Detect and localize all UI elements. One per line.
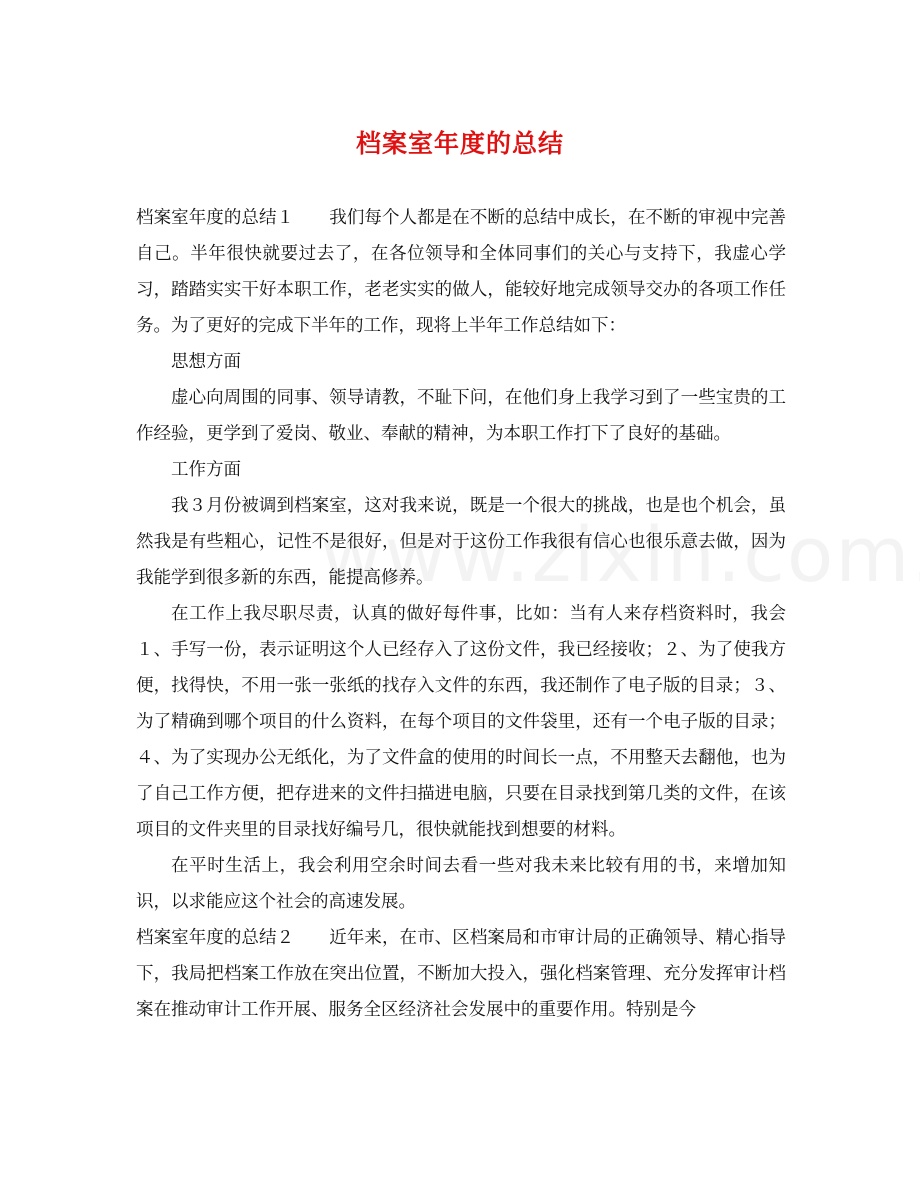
paragraph-work-transfer: 我３月份被调到档案室，这对我来说，既是一个很大的挑战，也是也个机会，虽然我是有些粗心，记性不是很好，但是对于这份工作我很有信心也很乐意去做，因为我能学到很多新的东西，能提高修养。 xyxy=(136,496,786,588)
paragraph-text: 近年来，在市、区档案局和市审计局的正确领导、精心指导下，我局把档案工作放在突出位置，不断加大投入，强化档案管理、充分发挥审计档案在推动审计工作开展、服务全区经济社会发展中的重要作用。特别是今 xyxy=(136,928,786,1020)
section-heading-summary-2: 档案室年度的总结２ xyxy=(136,928,330,948)
paragraph-daily-life: 在平时生活上，我会利用空余时间去看一些对我未来比较有用的书，来增加知识，以求能应这个社会的高速发展。 xyxy=(136,856,786,912)
paragraph-summary-1-intro xyxy=(136,200,786,344)
paragraph-thought: 虚心向周围的同事、领导请教，不耻下问，在他们身上我学习到了一些宝贵的工作经验，更学到了爱岗、敬业、奉献的精神，为本职工作打下了良好的基础。 xyxy=(136,388,786,444)
paragraph-work-duties: 在工作上我尽职尽责，认真的做好每件事，比如：当有人来存档资料时，我会１、手写一份，表示证明这个人已经存入了这份文件，我已经接收；２、为了使我方便，找得快，不用一张一张纸的找存入文件的东西，我还制作了电子版的目录；３、为了精确到哪个项目的什么资料，在每个项目的文件袋里，还有一个电子版的目录；４、为了实现办公无纸化，为了文件盒的使用的时间长一点，不用整天去翻他，也为了自己工作方便，把存进来的文件扫描进电脑，只要在目录找到第几类的文件，在该项目的文件夹里的目录找好编号几，很快就能找到想要的材料。 xyxy=(136,604,786,840)
paragraph-text: 我们每个人都是在不断的总结中成长，在不断的审视中完善自己。半年很快就要过去了，在各位领导和全体同事们的关心与支持下，我虚心学习，踏踏实实干好本职工作，老老实实的做人，能较好地完成领导交办的各项工作任务。为了更好的完成下半年的工作，现将上半年工作总结如下： xyxy=(136,208,786,336)
section-heading-summary-1: 档案室年度的总结１ xyxy=(136,208,330,228)
subheading-thought: 思想方面 xyxy=(171,352,241,372)
document-body xyxy=(136,200,786,1028)
document-title: 档案室年度的总结 xyxy=(355,129,564,158)
paragraph-summary-2-intro xyxy=(136,920,786,1028)
subheading-work: 工作方面 xyxy=(171,460,241,480)
